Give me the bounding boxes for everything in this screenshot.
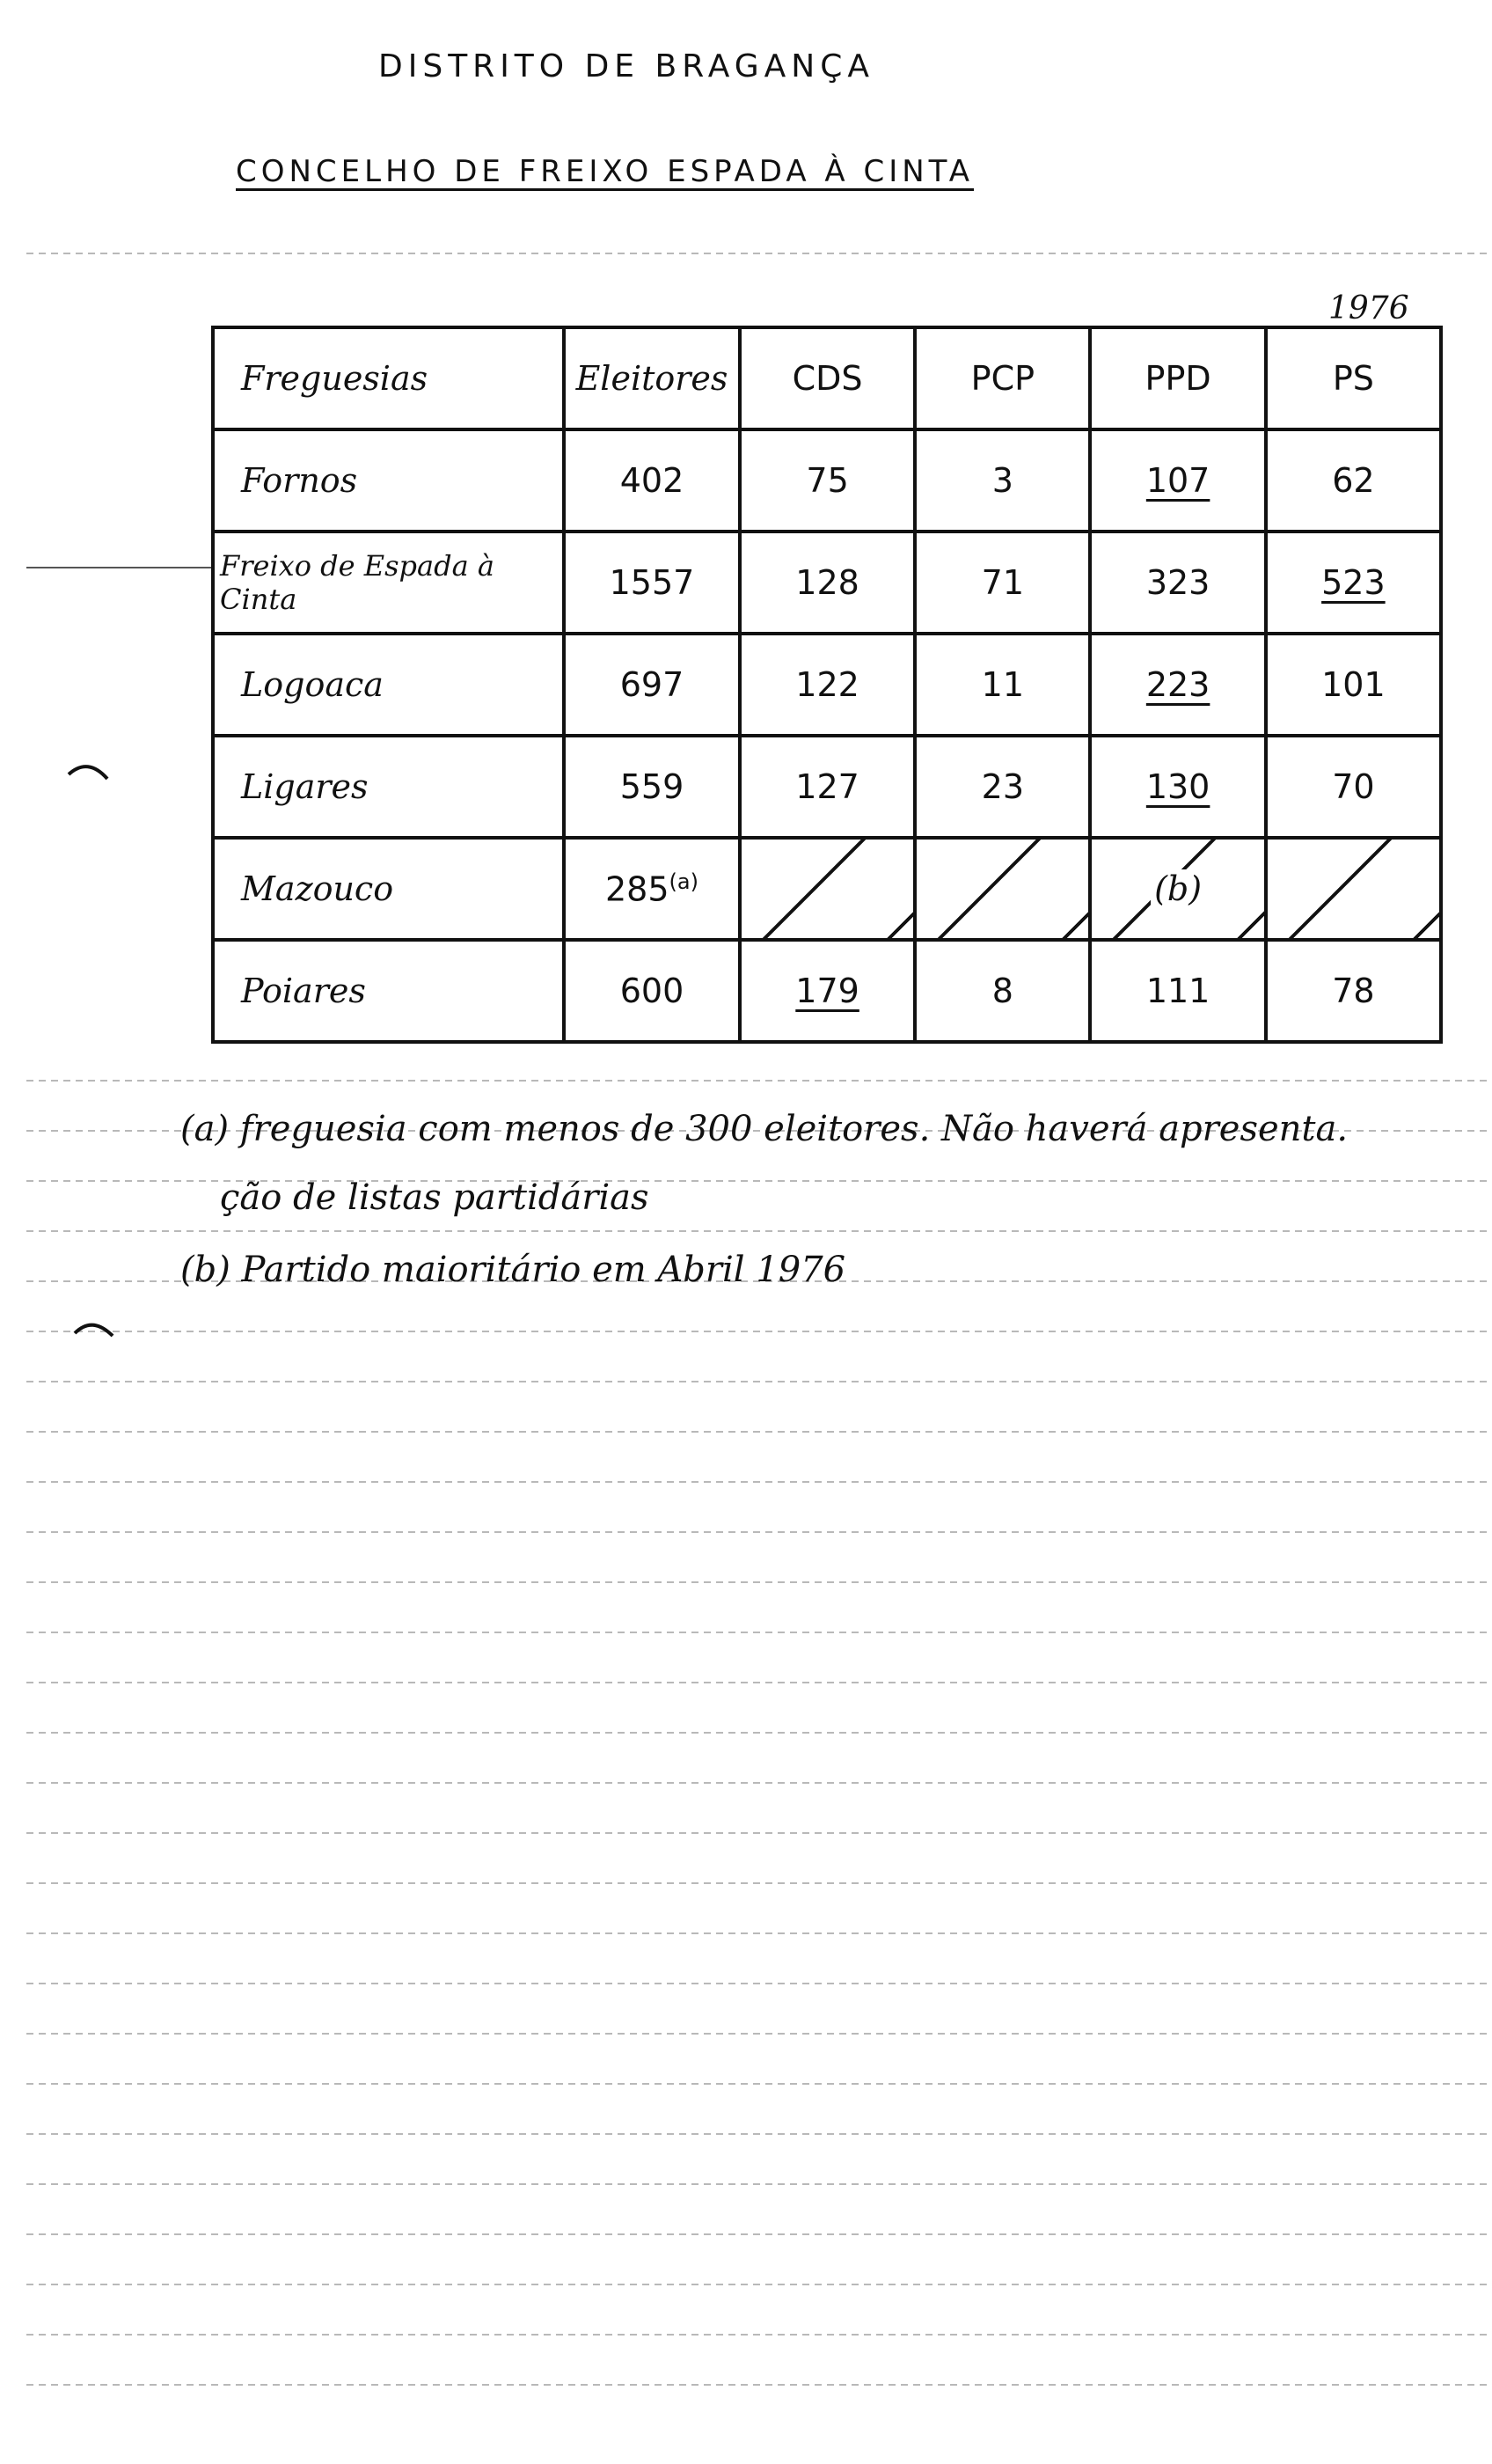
eleitores-cell: 402 — [564, 429, 740, 532]
cds-cell: 128 — [740, 532, 915, 634]
freguesia-name: Ligares — [213, 736, 564, 838]
ps-cell — [1266, 532, 1441, 634]
table-row — [213, 634, 1441, 736]
table-row — [213, 429, 1441, 532]
margin-mark-icon — [69, 766, 107, 779]
ps-cell: 70 — [1266, 736, 1441, 838]
hatched-cell — [1090, 838, 1265, 940]
eleitores-cell: 697 — [564, 634, 740, 736]
winner-value: 130 — [1145, 767, 1210, 806]
column-header-ps: PS — [1266, 327, 1441, 429]
footnote-a-marker: (a) — [669, 869, 698, 894]
pcp-cell: 8 — [915, 940, 1090, 1042]
pcp-cell: 71 — [915, 532, 1090, 634]
ppd-cell — [1090, 634, 1265, 736]
pcp-cell: 11 — [915, 634, 1090, 736]
pcp-cell: 23 — [915, 736, 1090, 838]
winner-value: 107 — [1145, 461, 1210, 500]
hatched-cell — [740, 838, 915, 940]
freguesia-name: Logoaca — [213, 634, 564, 736]
ps-cell: 101 — [1266, 634, 1441, 736]
ps-cell: 62 — [1266, 429, 1441, 532]
footnote-a-line2: ção de listas partidárias — [220, 1177, 649, 1218]
cds-cell: 75 — [740, 429, 915, 532]
ppd-cell: 323 — [1090, 532, 1265, 634]
ppd-cell — [1090, 429, 1265, 532]
eleitores-cell: 600 — [564, 940, 740, 1042]
cds-cell: 122 — [740, 634, 915, 736]
winner-value: 179 — [795, 972, 859, 1010]
ppd-cell: 111 — [1090, 940, 1265, 1042]
cds-cell: 127 — [740, 736, 915, 838]
column-header-cds: CDS — [740, 327, 915, 429]
freguesia-name: Poiares — [213, 940, 564, 1042]
hatched-cell — [1266, 838, 1441, 940]
eleitores-cell — [564, 838, 740, 940]
footnote-b-marker: (b) — [1151, 869, 1205, 908]
table-row — [213, 532, 1441, 634]
ps-cell: 78 — [1266, 940, 1441, 1042]
freguesia-name: Mazouco — [213, 838, 564, 940]
freguesia-name: Freixo de Espada à Cinta — [213, 532, 564, 634]
table-header-row — [213, 327, 1441, 429]
column-header-pcp: PCP — [915, 327, 1090, 429]
table-row — [213, 940, 1441, 1042]
hatched-cell — [915, 838, 1090, 940]
table-row — [213, 736, 1441, 838]
winner-value: 223 — [1145, 665, 1210, 704]
eleitores-cell: 1557 — [564, 532, 740, 634]
freguesia-name: Fornos — [213, 429, 564, 532]
table-row — [213, 838, 1441, 940]
municipality-title: CONCELHO DE FREIXO ESPADA À CINTA — [236, 154, 975, 189]
column-header-freguesias: Freguesias — [213, 327, 564, 429]
winner-value: 523 — [1321, 563, 1386, 602]
eleitores-value: 285 — [605, 869, 669, 909]
results-table — [211, 326, 1443, 1044]
footnote-b: (b) Partido maioritário em Abril 1976 — [180, 1250, 846, 1290]
cds-cell — [740, 940, 915, 1042]
ppd-cell — [1090, 736, 1265, 838]
year-label: 1976 — [1328, 290, 1409, 326]
eleitores-cell: 559 — [564, 736, 740, 838]
margin-mark-icon — [75, 1325, 113, 1336]
district-title: DISTRITO DE BRAGANÇA — [378, 48, 874, 84]
column-header-eleitores: Eleitores — [564, 327, 740, 429]
footnote-a-line1: (a) freguesia com menos de 300 eleitores. Não haverá apresenta. — [180, 1109, 1349, 1149]
column-header-ppd: PPD — [1090, 327, 1265, 429]
pcp-cell: 3 — [915, 429, 1090, 532]
